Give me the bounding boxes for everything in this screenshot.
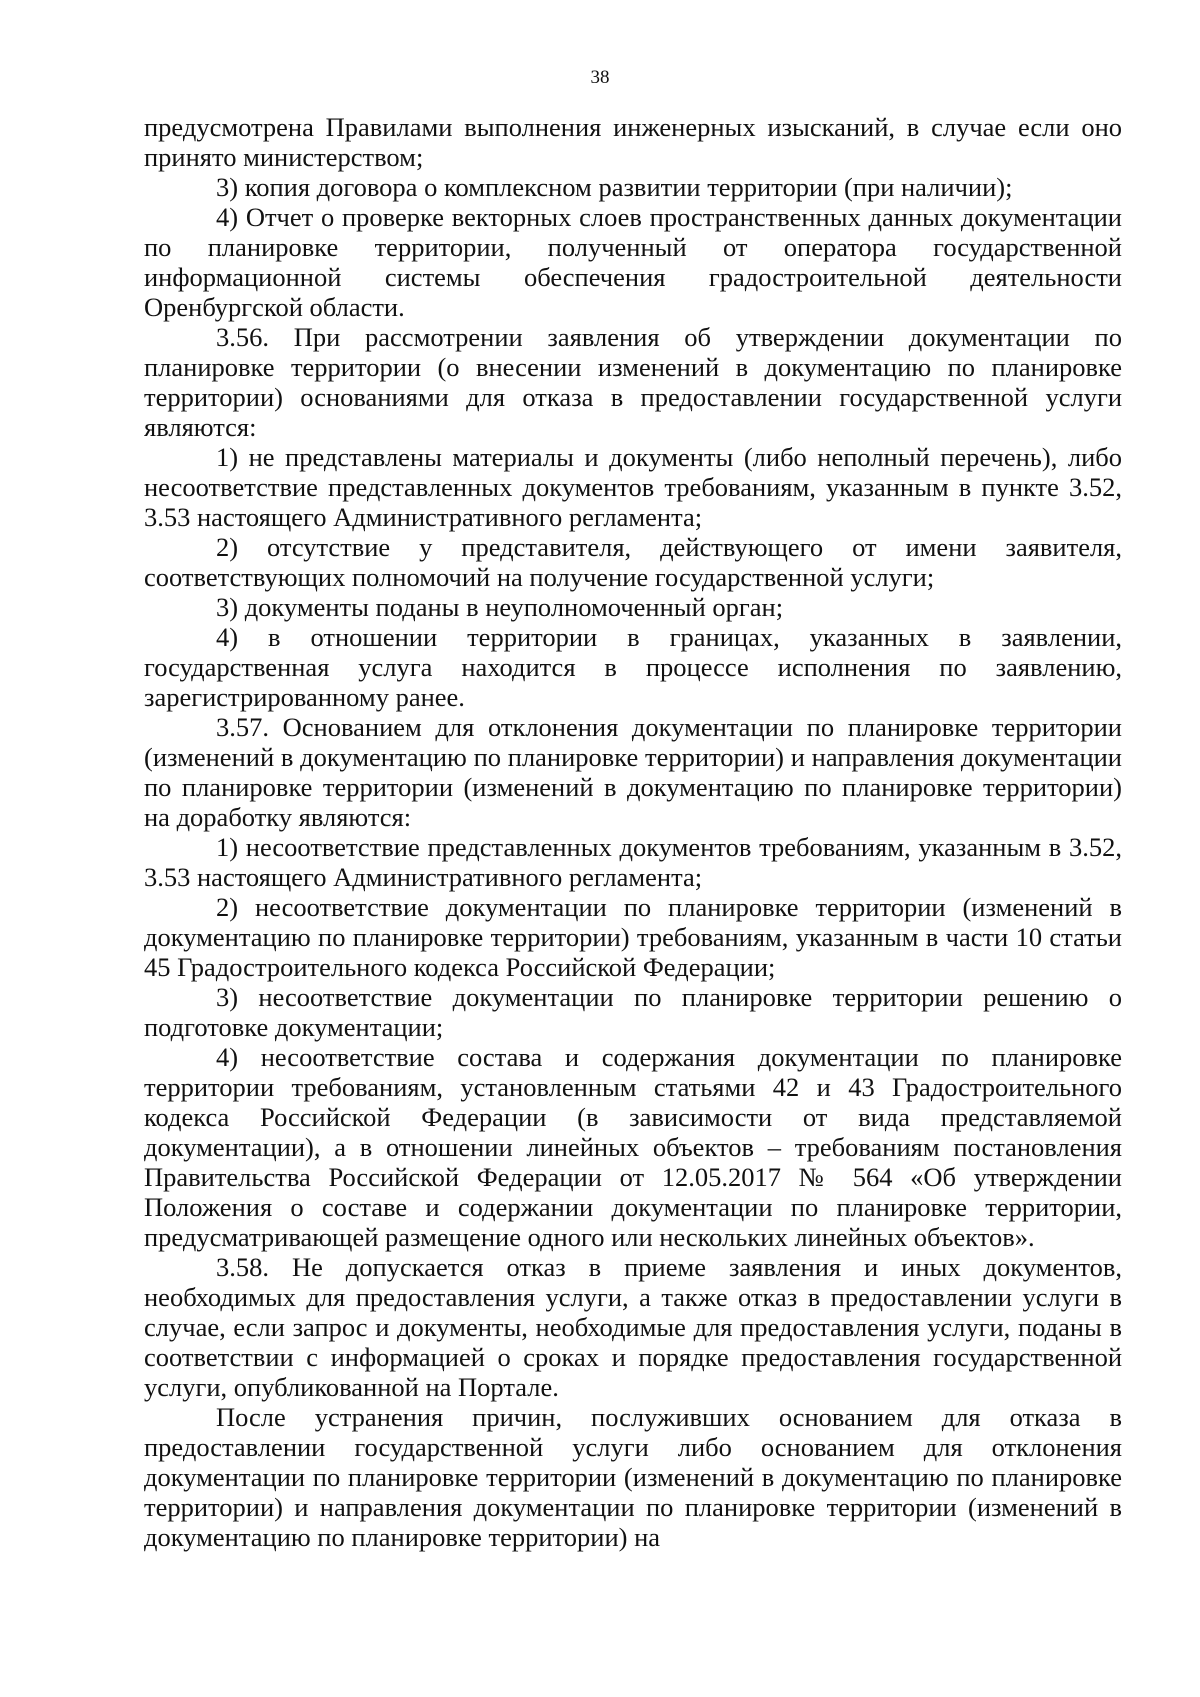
- paragraph-3-57-item-3: 3) несоответствие документации по планировке территории решению о подготовке документации;: [144, 982, 1122, 1042]
- paragraph-item-4-vector-layers-report: 4) Отчет о проверке векторных слоев пространственных данных документации по планировке территории, полученный от оператора государственной информационной системы обеспечения градостроительной деятельности Оренбургской области.: [144, 202, 1122, 322]
- paragraph-3-56: 3.56. При рассмотрении заявления об утверждении документации по планировке территории (о внесении изменений в документацию по планировке территории) основаниями для отказа в предоставлении государственной услуги являются:: [144, 322, 1122, 442]
- paragraph-3-57-item-4: 4) несоответствие состава и содержания документации по планировке территории требованиям, установленным статьями 42 и 43 Градостроительного кодекса Российской Федерации (в зависимости от вида представляемой документации), а в отношении линейных объектов – требованиям постановления Правительства Российской Федерации от 12.05.2017 № 564 «Об утверждении Положения о составе и содержании документации по планировке территории, предусматривающей размещение одного или нескольких линейных объектов».: [144, 1042, 1122, 1252]
- paragraph-item-3-complex-development: 3) копия договора о комплексном развитии территории (при наличии);: [216, 172, 1013, 202]
- paragraph-3-58: 3.58. Не допускается отказ в приеме заявления и иных документов, необходимых для предоставления услуги, а также отказ в предоставлении услуги в случае, если запрос и документы, необходимые для предоставления услуги, поданы в соответствии с информацией о сроках и порядке предоставления государственной услуги, опубликованной на Портале.: [144, 1252, 1122, 1402]
- page-number: 38: [590, 67, 610, 88]
- paragraph-3-56-item-3: 3) документы поданы в неуполномоченный орган;: [216, 592, 784, 622]
- paragraph-3-56-item-1: 1) не представлены материалы и документы (либо неполный перечень), либо несоответствие представленных документов требованиям, указанным в пункте 3.52, 3.53 настоящего Административного регламента;: [144, 442, 1122, 532]
- document-body: [144, 112, 1122, 1552]
- paragraph-3-57-item-1: 1) несоответствие представленных документов требованиям, указанным в 3.52, 3.53 настоящего Административного регламента;: [144, 832, 1122, 892]
- paragraph-3-57: 3.57. Основанием для отклонения документации по планировке территории (изменений в документацию по планировке территории) и направления документации по планировке территории (изменений в документацию по планировке территории) на доработку являются:: [144, 712, 1122, 832]
- paragraph-3-56-item-4: 4) в отношении территории в границах, указанных в заявлении, государственная услуга находится в процессе исполнения по заявлению, зарегистрированному ранее.: [144, 622, 1122, 712]
- paragraph-3-57-item-2: 2) несоответствие документации по планировке территории (изменений в документацию по планировке территории) требованиям, указанным в части 10 статьи 45 Градостроительного кодекса Российской Федерации;: [144, 892, 1122, 982]
- paragraph-continuation: предусмотрена Правилами выполнения инженерных изысканий, в случае если оно принято министерством;: [144, 112, 1122, 172]
- paragraph-after-elimination: После устранения причин, послуживших основанием для отказа в предоставлении государственной услуги либо основанием для отклонения документации по планировке территории (изменений в документацию по планировке территории) и направления документации по планировке территории (изменений в документацию по планировке территории) на: [144, 1402, 1122, 1552]
- paragraph-3-56-item-2: 2) отсутствие у представителя, действующего от имени заявителя, соответствующих полномочий на получение государственной услуги;: [144, 532, 1122, 592]
